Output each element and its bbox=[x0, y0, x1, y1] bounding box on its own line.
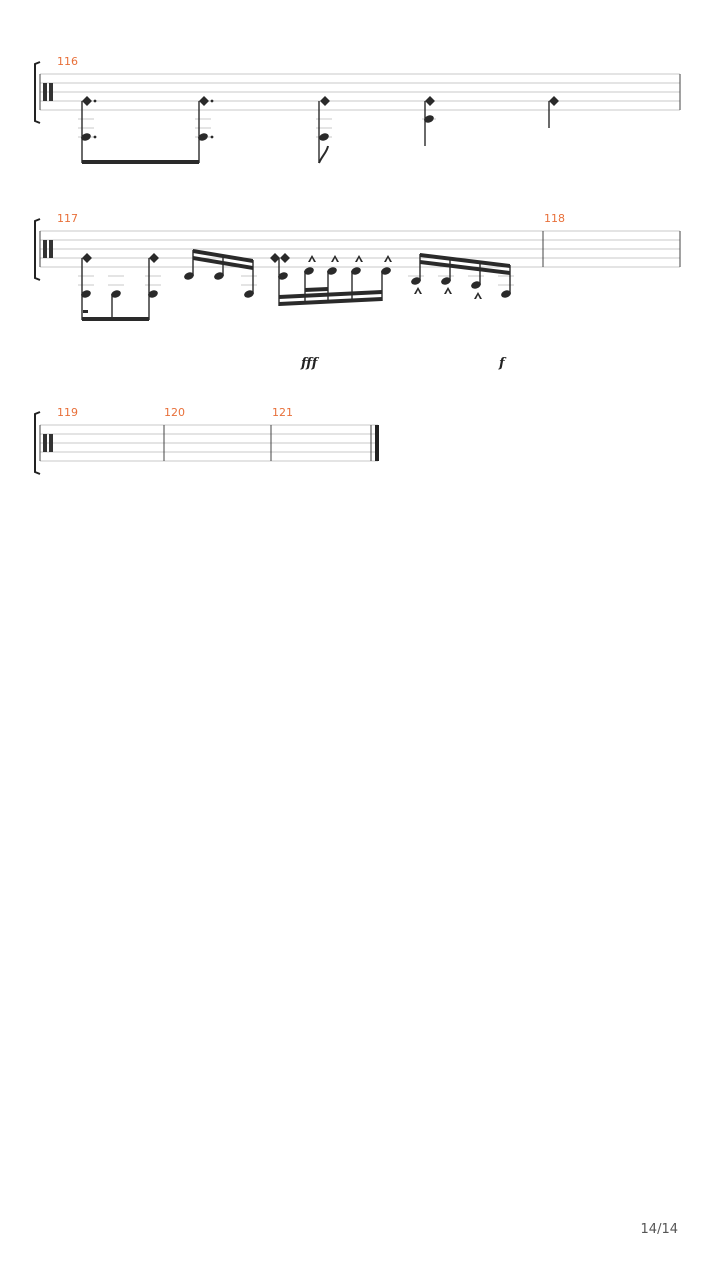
final-barline-thick bbox=[375, 425, 379, 461]
measure-number-120: 120 bbox=[164, 406, 185, 419]
measure-number-118: 118 bbox=[544, 212, 565, 225]
dynamic-fff: fff bbox=[301, 356, 318, 371]
system-bracket bbox=[35, 412, 40, 474]
measure-number-119: 119 bbox=[57, 406, 78, 419]
dynamic-f: f bbox=[499, 356, 505, 371]
page-number: 14/14 bbox=[640, 1222, 678, 1237]
measure-number-116: 116 bbox=[57, 55, 78, 68]
measure-number-117: 117 bbox=[57, 212, 78, 225]
measure-number-121: 121 bbox=[272, 406, 293, 419]
system-3 bbox=[0, 0, 720, 480]
staff-lines bbox=[40, 425, 378, 461]
staff-system-3 bbox=[0, 0, 720, 480]
